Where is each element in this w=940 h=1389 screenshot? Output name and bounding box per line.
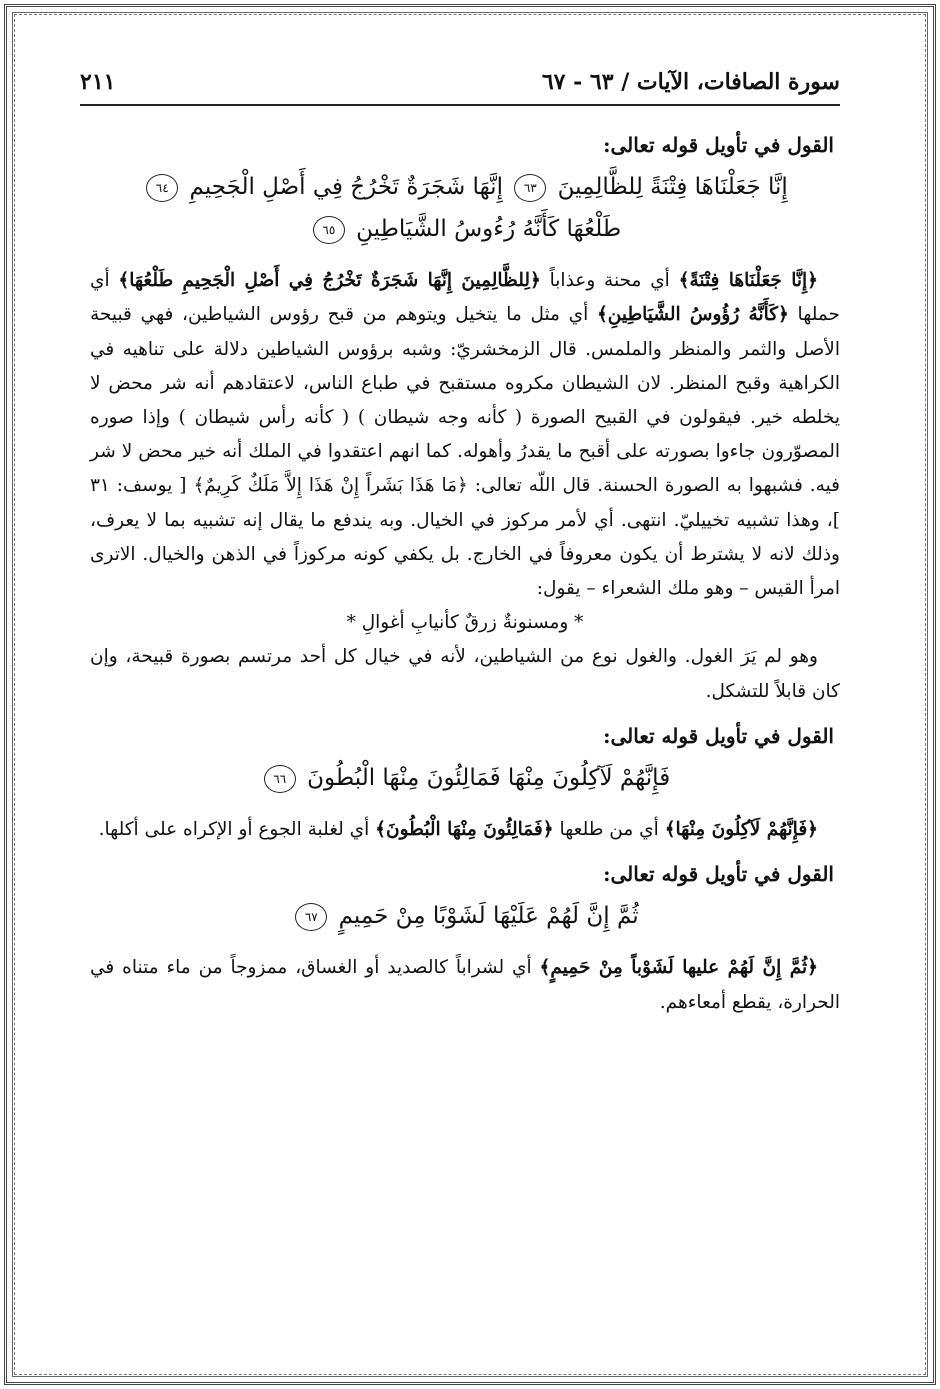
ayah-marker-66: ٦٦ <box>264 765 296 793</box>
ayah-marker-67: ٦٧ <box>295 903 327 931</box>
commentary-paragraph-3 <box>90 813 840 847</box>
quran-verse-67 <box>90 895 840 937</box>
quran-verse-66 <box>90 757 840 799</box>
verse-67-text: ثُمَّ إِنَّ لَهُمْ عَلَيْهَا لَشَوْبًا مِنْ حَمِيمٍ <box>338 903 639 930</box>
verse-64-text: إِنَّهَا شَجَرَةٌ تَخْرُجُ فِي أَصْلِ الْجَحِيمِ <box>189 174 503 201</box>
verse-63-text: إِنَّا جَعَلْنَاهَا فِتْنَةً لِلظَّالِمِينَ <box>557 174 788 201</box>
ayah-marker-64: ٦٤ <box>146 174 178 202</box>
section-heading-3: القول في تأويل قوله تعالى: <box>603 862 834 887</box>
ayah-marker-63: ٦٣ <box>514 174 546 202</box>
header-title: سورة الصافات، الآيات / ٦٣ - ٦٧ <box>541 69 840 95</box>
commentary-paragraph-1 <box>90 264 840 606</box>
quote-verse: ﴿فَإِنَّهُمْ لَآكِلُونَ مِنْهَا﴾ <box>664 819 818 841</box>
quote-verse: ﴿فَمَالِئُونَ مِنْهَا الْبُطُونَ﴾ <box>375 819 554 841</box>
commentary-text: أي حملها <box>90 270 840 326</box>
quran-verses-63-65 <box>90 166 840 250</box>
poem-line: * ومسنونةٌ زرقٌ كأنيابِ أغوالِ * <box>346 612 584 634</box>
quote-verse: ﴿لِلظَّالِمِينَ إِنَّهَا شَجَرَةٌ تَخْرُجُ فِي أَصْلِ الْجَحِيمِ طَلْعُهَا﴾ <box>118 270 541 292</box>
verse-66-text: فَإِنَّهُمْ لَآكِلُونَ مِنْهَا فَمَالِئُونَ مِنْهَا الْبُطُونَ <box>307 765 671 792</box>
commentary-text: أي لشراباً كالصديد أو الغساق، ممزوجاً من ماء متناه في الحرارة، يقطع أمعاءهم. <box>90 957 840 1013</box>
quote-verse: ﴿كَأَنَّهُ رُؤُوسُ الشَّيَاطِينِ﴾ <box>596 304 789 326</box>
commentary-text: أي مثل ما يتخيل ويتوهم من قبح رؤوس الشياطين، فهي قبيحة الأصل والثمر والمنظر والملمس. قال الزمخشريّ: وشبه برؤوس الشياطين دلالة على تناهيه في الكراهية وقبح المنظر. لان الشيطان مكروه مستقبح في طباع الناس، لاعتقادهم أنه شر محض لا يخلطه خير. فيقولون في القبيح الصورة ( كأنه وجه شيطان ) ( كأنه رأس شيطان ) وإذا صوره المصوّرون جاءوا بصورته على أقبح ما يقدرُ وأهوله. كما انهم اعتقدوا في الملك أنه خير محض لا شر فيه. فشبهوا به الصورة الحسنة. قال اللّه تعالى: <box>90 304 841 497</box>
ayah-marker-65: ٦٥ <box>313 216 345 244</box>
commentary-text: أي محنة وعذاباً <box>540 270 679 292</box>
page-body <box>90 128 840 1319</box>
page-number: ٢١١ <box>80 69 116 95</box>
commentary-paragraph-2: وهو لم يَرَ الغول. والغول نوع من الشياطين، لأنه في خيال كل أحد مرتسم بصورة قبيحة، وإن كان قابلاً للتشكل. <box>90 646 840 702</box>
commentary-text: [ يوسف: ٣١ ]، وهذا تشبيه تخييليّ. انتهى. أي لأمر مركوز في الخيال. وبه يندفع ما يقال إنه تشبيه بما لا يعرف، وذلك لانه لا يشترط أن يكون معروفاً في الخارج. بل يكفي كونه مركوزاً في الذهن والخيال. الاترى امرأ القيس – وهو ملك الشعراء – يقول: <box>90 475 840 600</box>
running-header <box>80 60 840 106</box>
verse-65-text: طَلْعُهَا كَأَنَّهُ رُءُوسُ الشَّيَاطِينِ <box>356 216 622 243</box>
quote-verse: ﴿مَا هَذَا بَشَراً إِنْ هَذَا إِلاَّ مَلَكٌ كَرِيمٌ﴾ <box>193 475 468 497</box>
commentary-text: أي من طلعها <box>553 819 665 841</box>
section-heading-1: القول في تأويل قوله تعالى: <box>603 133 834 157</box>
commentary-paragraph-4 <box>90 951 840 1019</box>
quote-verse: ﴿ثُمَّ إِنَّ لَهُمْ عليها لَشَوْباً مِنْ حَمِيمٍ﴾ <box>539 957 819 979</box>
quote-verse: ﴿إِنَّا جَعَلْنَاهَا فِتْنَةً﴾ <box>678 270 818 292</box>
section-heading-2: القول في تأويل قوله تعالى: <box>603 723 834 748</box>
commentary-text: أي لغلبة الجوع أو الإكراه على أكلها. <box>98 819 376 841</box>
